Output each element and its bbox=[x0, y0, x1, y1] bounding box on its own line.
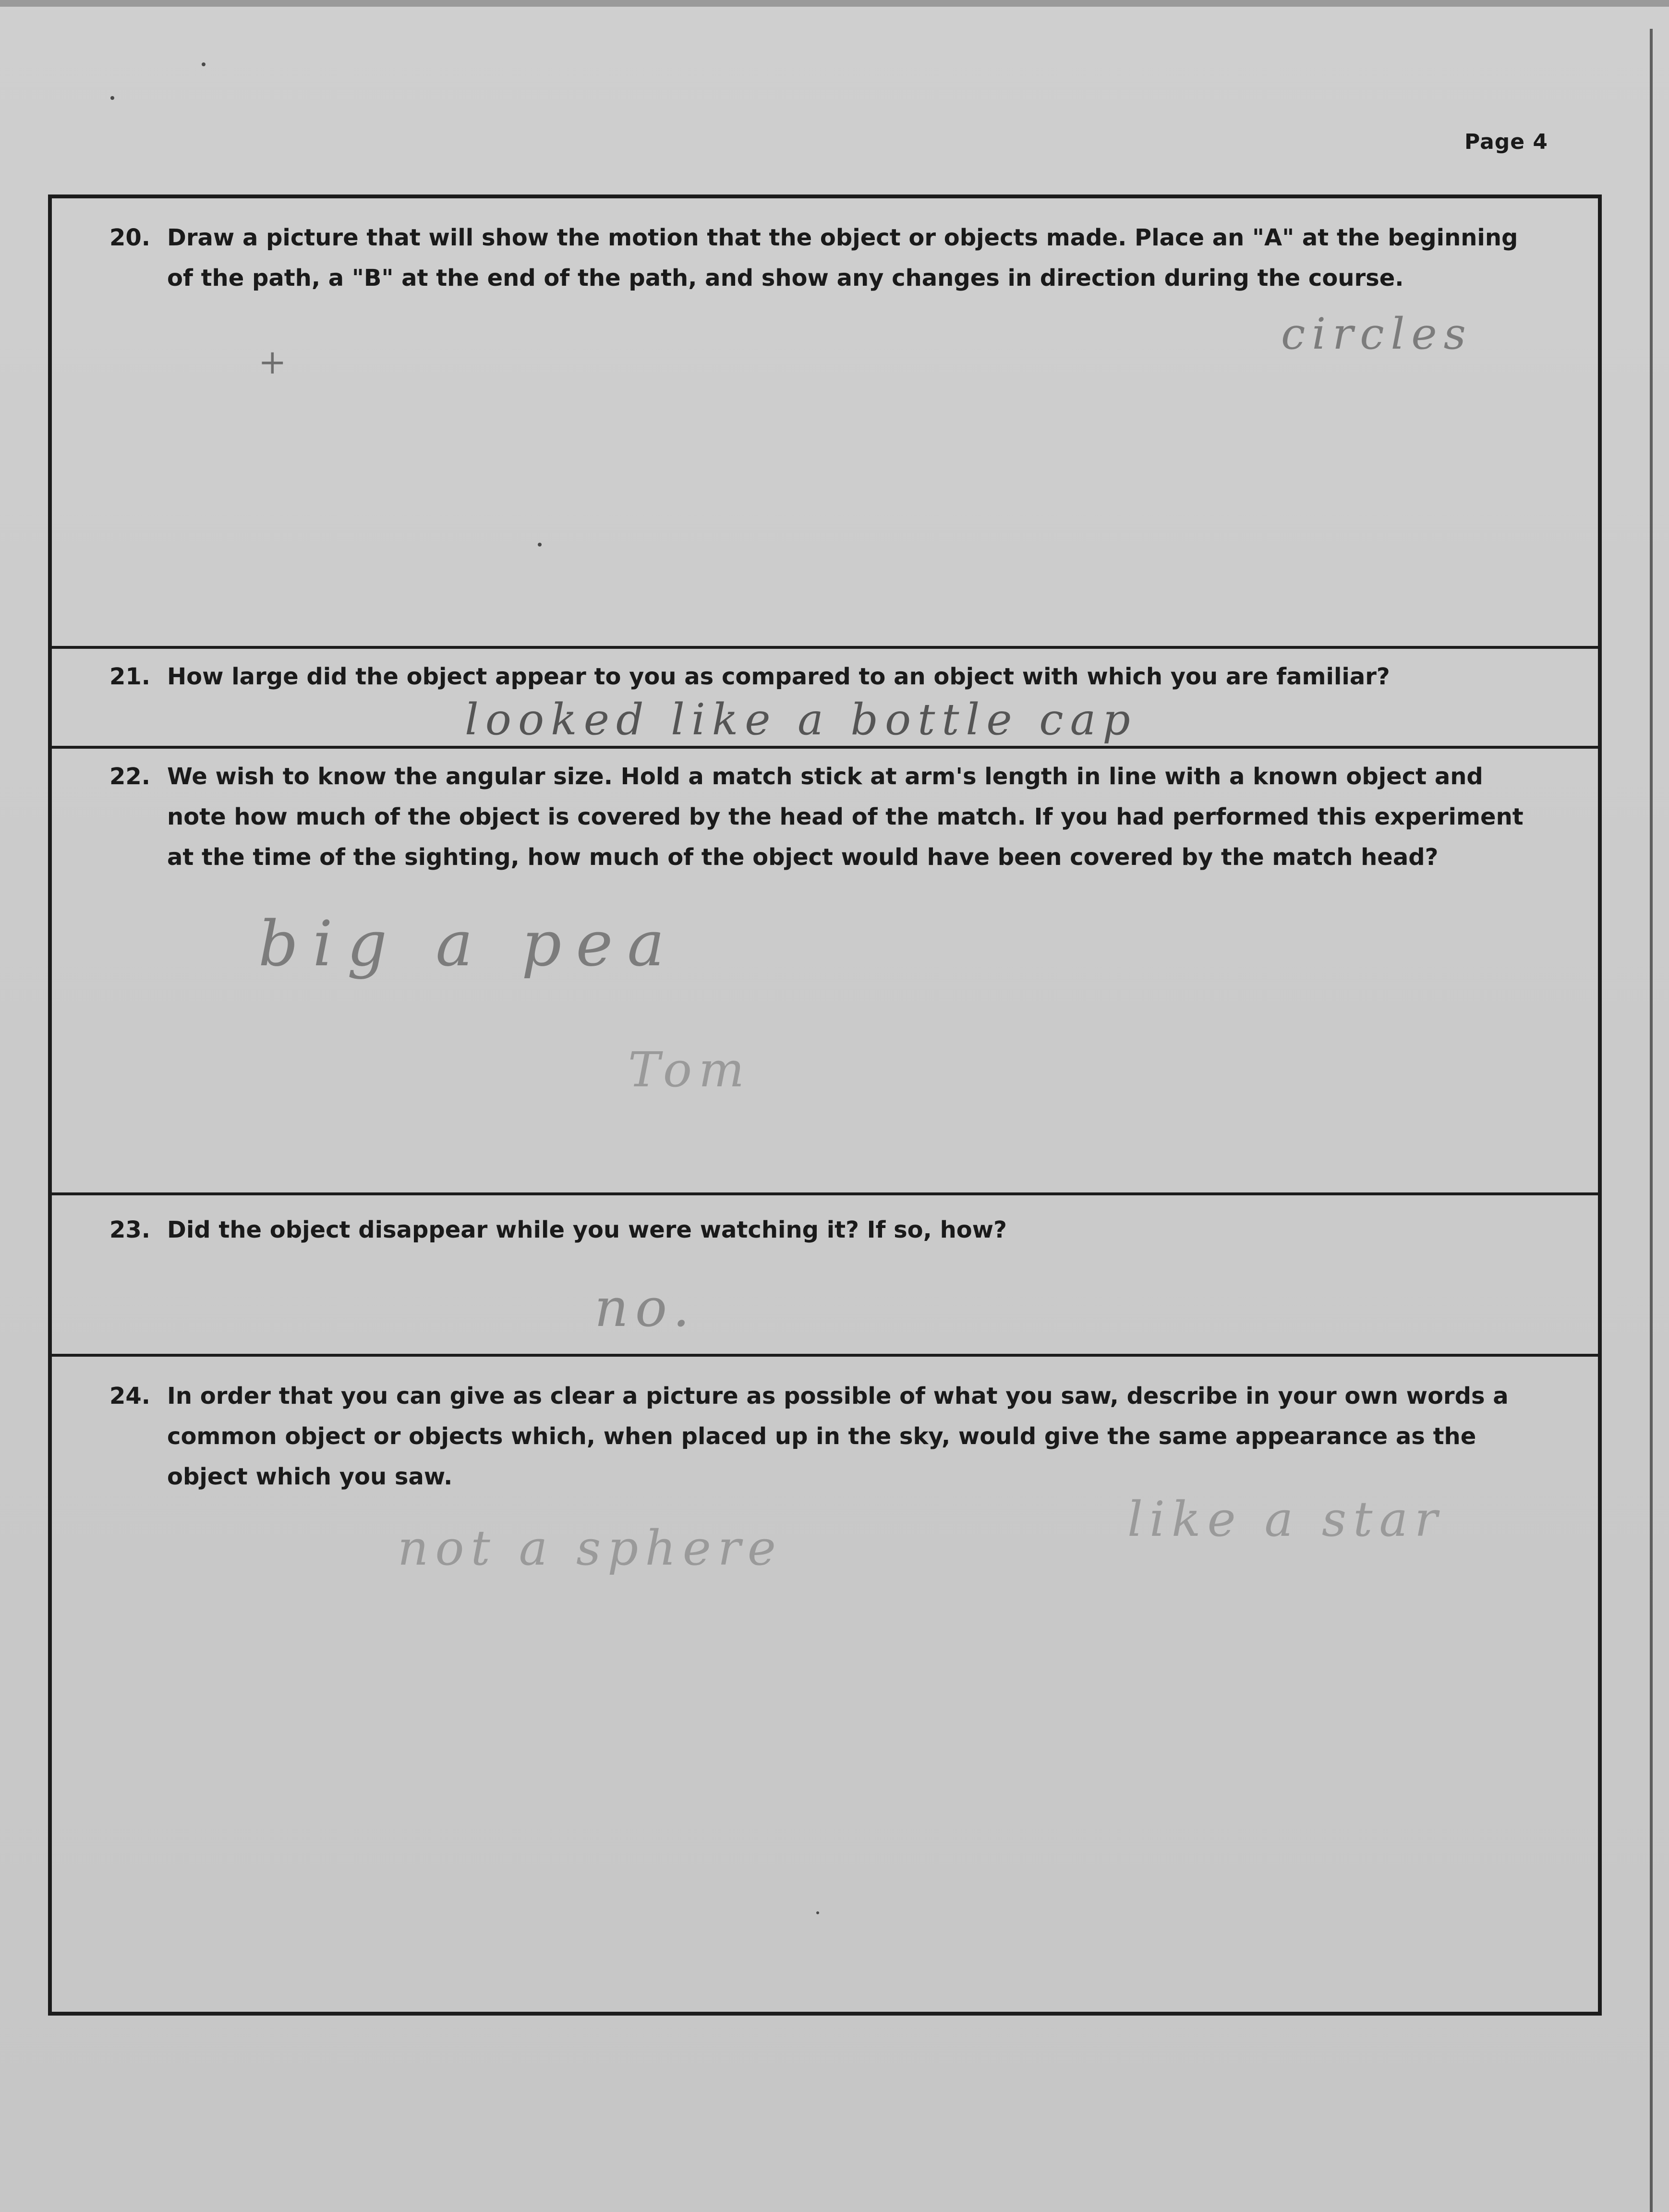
handwritten-answer: big a pea bbox=[258, 907, 679, 980]
handwritten-answer: looked like a bottle cap bbox=[465, 694, 1137, 745]
question-text: In order that you can give as clear a picture as possible of what you saw, describe in your own words a common object or objects which, when placed up in the sky, would give the same appearance as the object which you saw. bbox=[167, 1383, 1509, 1490]
handwritten-answer: no. bbox=[594, 1277, 697, 1338]
question-number: 23. bbox=[109, 1216, 151, 1243]
question-number: 24. bbox=[109, 1383, 151, 1410]
question-text: How large did the object appear to you as compared to an object with which you are familiar? bbox=[167, 663, 1390, 690]
handwritten-answer: not a sphere bbox=[398, 1520, 783, 1576]
question-21-section bbox=[52, 649, 1598, 749]
question-23-section bbox=[52, 1195, 1598, 1357]
scan-speck bbox=[202, 62, 206, 66]
question-20 bbox=[109, 218, 1550, 298]
question-21 bbox=[109, 656, 1550, 697]
question-24 bbox=[109, 1376, 1550, 1497]
scan-speck bbox=[816, 1911, 819, 1914]
question-text: Did the object disappear while you were watching it? If so, how? bbox=[167, 1216, 1007, 1243]
question-text: We wish to know the angular size. Hold a match stick at arm's length in line with a known object and note how much of the object is covered by the head of the match. If you had performed this experiment at the time of the sighting, how much of the object would have been covered by the match head? bbox=[167, 763, 1524, 871]
question-23 bbox=[109, 1210, 1550, 1250]
pencil-mark: + bbox=[258, 342, 287, 382]
page-number: Page 4 bbox=[1464, 130, 1548, 154]
question-22 bbox=[109, 756, 1550, 877]
handwritten-answer: circles bbox=[1281, 309, 1473, 359]
handwritten-answer-extra: like a star bbox=[1127, 1491, 1444, 1547]
question-24-section bbox=[52, 1357, 1598, 2012]
scan-edge-top bbox=[0, 0, 1669, 7]
questionnaire-box bbox=[48, 194, 1602, 2016]
scan-speck bbox=[538, 543, 542, 547]
question-20-section bbox=[52, 198, 1598, 649]
question-number: 22. bbox=[109, 763, 151, 790]
question-number: 21. bbox=[109, 663, 151, 690]
handwritten-answer-extra: Tom bbox=[628, 1042, 751, 1098]
scan-speck bbox=[110, 96, 114, 100]
question-number: 20. bbox=[109, 224, 151, 251]
question-22-section bbox=[52, 749, 1598, 1195]
question-text: Draw a picture that will show the motion that the object or objects made. Place an "A" at the beginning of the path, a "B" at the end of the path, and show any changes in direction during the course. bbox=[167, 224, 1518, 292]
scan-edge-right bbox=[1650, 29, 1653, 2212]
